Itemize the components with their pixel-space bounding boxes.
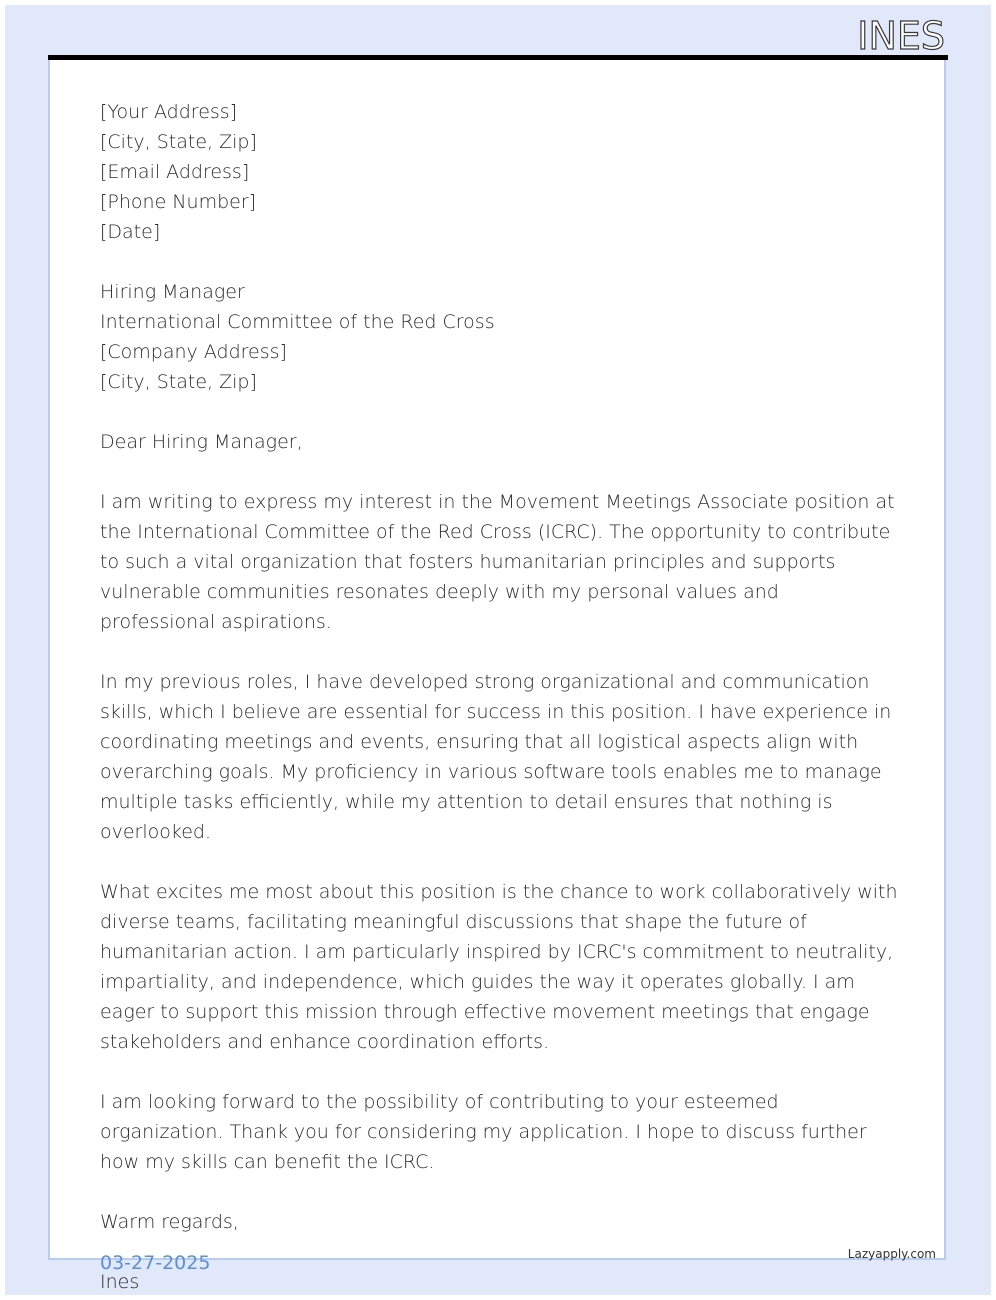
sender-email: [Email Address] xyxy=(100,161,250,183)
recipient-company: International Committee of the Red Cross xyxy=(100,311,495,333)
header-name: INES xyxy=(857,14,945,58)
footer-date: 03-27-2025 xyxy=(100,1252,211,1274)
spacer xyxy=(100,637,900,667)
body-paragraph-3: What excites me most about this position is the chance to work collaboratively with diverse teams, facilitating meaningful discussions that shape the future of humanitarian action. I am particularly inspired by ICRC's commitment to neutrality, impartiality, and independence, which guides the way it operates globally. I am eager to support this mission through effective movement meetings that engage stakeholders and enhance coordination efforts. xyxy=(100,881,898,1053)
cover-letter-body xyxy=(100,97,900,1297)
body-paragraph-1: I am writing to express my interest in the Movement Meetings Associate position at the International Committee of the Red Cross (ICRC). The opportunity to contribute to such a vital organization that fosters humanitarian principles and supports vulnerable communities resonates deeply with my personal values and professional aspirations. xyxy=(100,491,895,633)
body-paragraph-4: I am looking forward to the possibility of contributing to your esteemed organization. Thank you for considering my application. I hope to discuss further how my skills can benefit the ICRC. xyxy=(100,1091,867,1173)
signature-name: Ines xyxy=(100,1271,140,1293)
spacer xyxy=(100,397,900,427)
sender-address: [Your Address] xyxy=(100,101,238,123)
recipient-company-address: [Company Address] xyxy=(100,341,287,363)
body-paragraph-2: In my previous roles, I have developed strong organizational and communication skills, which I believe are essential for success in this position. I have experience in coordinating meetings and events, ensuring that all logistical aspects align with overarching goals. My proficiency in various software tools enables me to manage multiple tasks efficiently, while my attention to detail ensures that nothing is overlooked. xyxy=(100,671,892,843)
sender-city-state-zip: [City, State, Zip] xyxy=(100,131,257,153)
spacer xyxy=(100,1057,900,1087)
spacer xyxy=(100,247,900,277)
recipient-city-state-zip: [City, State, Zip] xyxy=(100,371,257,393)
brand-watermark: Lazyapply.com xyxy=(847,1247,936,1261)
spacer xyxy=(100,1237,900,1267)
spacer xyxy=(100,457,900,487)
spacer xyxy=(100,847,900,877)
salutation: Dear Hiring Manager, xyxy=(100,431,303,453)
recipient-title: Hiring Manager xyxy=(100,281,245,303)
spacer xyxy=(100,1177,900,1207)
header-rule xyxy=(48,55,948,60)
closing: Warm regards, xyxy=(100,1211,239,1233)
sender-date: [Date] xyxy=(100,221,161,243)
sender-phone: [Phone Number] xyxy=(100,191,257,213)
